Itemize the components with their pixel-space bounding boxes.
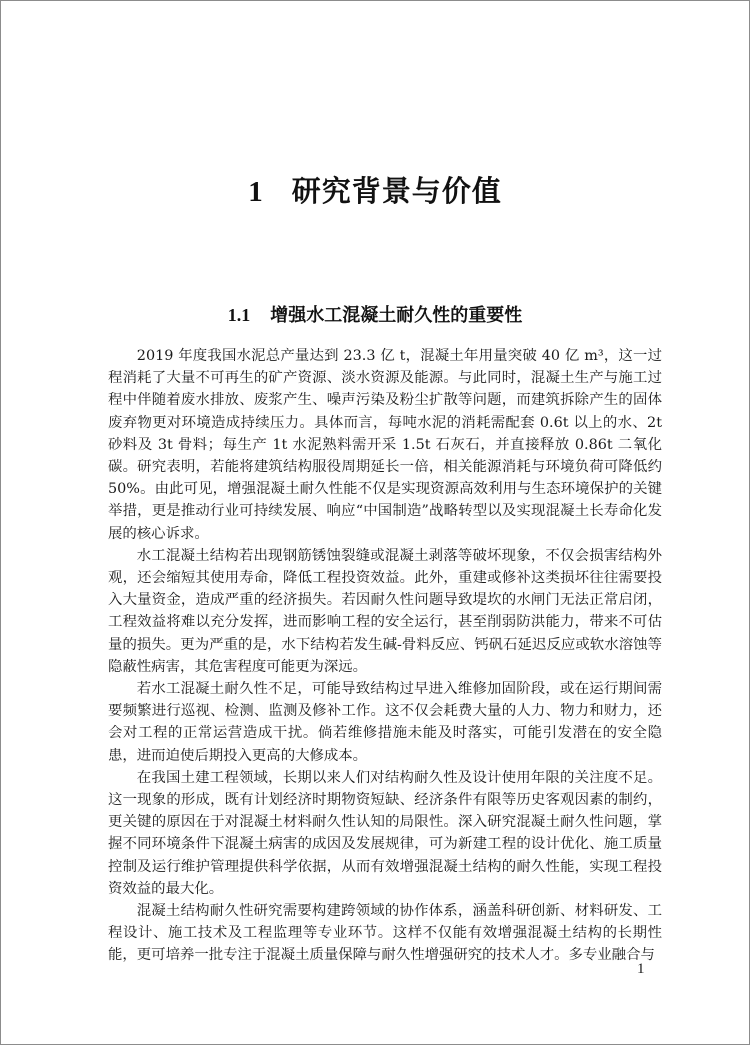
paragraph: 2019 年度我国水泥总产量达到 23.3 亿 t，混凝土年用量突破 40 亿 m³，这一过程消耗了大量不可再生的矿产资源、淡水资源及能源。与此同时，混凝土生产与施工过程中伴随着废水排放、废浆产生、噪声污染及粉尘扩散等问题，而建筑拆除产生的固体废弃物更对环境造成持续压力。具体而言，每吨水泥的消耗需配套 0.6t 以上的水、2t 砂料及 3t 骨料；每生产 1t 水泥熟料需开采 1.5t 石灰石，并直接释放 0.86t 二氧化碳。研究表明，若能将建筑结构服役周期延长一倍，相关能源消耗与环境负荷可降低约 50%。由此可见，增强混凝土耐久性能不仅是实现资源高效利用与生态环境保护的关键举措，更是推动行业可持续发展、响应“中国制造”战略转型以及实现混凝土长寿命化发展的核心诉求。	[108, 348, 662, 542]
section-title: 增强水工混凝土耐久性的重要性	[270, 305, 523, 326]
paragraph: 混凝土结构耐久性研究需要构建跨领域的协作体系，涵盖科研创新、材料研发、工程设计、施工技术及工程监理等专业环节。这样不仅能有效增强混凝土结构的长期性能，更可培养一批专注于混凝土质量保障与耐久性增强研究的技术人才。多专业融合与	[108, 903, 662, 964]
body-text	[108, 345, 662, 967]
page-number: 1	[637, 961, 645, 977]
section-heading	[1, 301, 749, 327]
paragraph: 若水工混凝土耐久性不足，可能导致结构过早进入维修加固阶段，或在运行期间需要频繁进行巡视、检测、监测及修补工作。这不仅会耗费大量的人力、物力和财力，还会对工程的正常运营造成干扰。倘若维修措施未能及时落实，可能引发潜在的安全隐患，进而迫使后期投入更高的大修成本。	[108, 681, 662, 764]
chapter-title: 研究背景与价值	[291, 174, 502, 208]
chapter-heading	[1, 169, 749, 210]
chapter-number: 1	[248, 176, 264, 208]
paragraph: 水工混凝土结构若出现钢筋锈蚀裂缝或混凝土剥落等破坏现象，不仅会损害结构外观，还会缩短其使用寿命，降低工程投资效益。此外，重建或修补这类损坏往往需要投入大量资金，造成严重的经济损失。若因耐久性问题导致堤坎的水闸门无法正常启闭，工程效益将难以充分发挥，进而影响工程的安全运行，甚至削弱防洪能力，带来不可估量的损失。更为严重的是，水下结构若发生碱-骨料反应、钙矾石延迟反应或软水溶蚀等隐蔽性病害，其危害程度可能更为深远。	[108, 547, 662, 675]
section-number: 1.1	[227, 305, 251, 325]
paragraph: 在我国土建工程领域，长期以来人们对结构耐久性及设计使用年限的关注度不足。这一现象的形成，既有计划经济时期物资短缺、经济条件有限等历史客观因素的制约，更关键的原因在于对混凝土材料耐久性认知的局限性。深入研究混凝土耐久性问题，掌握不同环境条件下混凝土病害的成因及发展规律，可为新建工程的设计优化、施工质量控制及运行维护管理提供科学依据，从而有效增强混凝土结构的耐久性能，实现工程投资效益的最大化。	[108, 769, 662, 897]
